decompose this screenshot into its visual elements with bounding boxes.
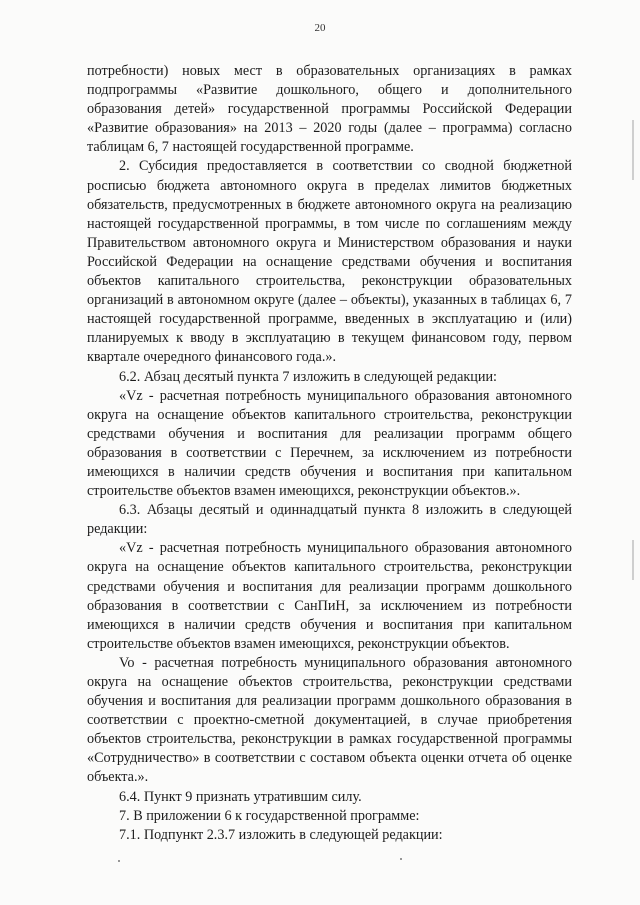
scan-edge-mark bbox=[632, 540, 634, 580]
scan-speck bbox=[118, 860, 120, 862]
paragraph: 7. В приложении 6 к государственной программе: bbox=[119, 807, 420, 824]
paragraph: 6.3. Абзацы десятый и одиннадцатый пункта 8 изложить в следующей редакции: bbox=[87, 502, 572, 538]
paragraph: 2. Субсидия предоставляется в соответствии со сводной бюджетной росписью бюджета автономного округа в пределах лимитов бюджетных обязательств, предусмотренных в бюджете автономного округа на реализацию настоящей государственной программы, в том числе по соглашениям между Правительством автономного округа и Министерством образования и науки Российской Федерации на оснащение средствами обучения и воспитания объектов капитального строительства, реконструкции образовательных организаций в автономном округе (далее – объекты), указанных в таблицах 6, 7 настоящей государственной программе, введенных в эксплуатацию и (или) планируемых к вводу в эксплуатацию в текущем финансовом году, первом квартале очередного финансового года.». bbox=[87, 158, 572, 366]
scan-speck bbox=[400, 858, 402, 860]
paragraph: 7.1. Подпункт 2.3.7 изложить в следующей редакции: bbox=[119, 826, 443, 843]
paragraph: «Vz - расчетная потребность муниципального образования автономного округа на оснащение объектов капитального строительства, реконструкции средствами обучения и воспитания для реализации программ дошкольного образования в соответствии с СанПиН, за исключением из потребности имеющихся в наличии средств обучения и воспитания при капитальном строительстве объектов взамен имеющихся, реконструкции объектов. bbox=[87, 540, 572, 652]
paragraph: Vo - расчетная потребность муниципального образования автономного округа на оснащение объектов строительства, реконструкции средствами обучения и воспитания для реализации программ дошкольного образования в соответствии с проектно-сметной документацией, в случае приобретения объектов строительства, реконструкции в рамках государственной программы «Сотрудничество» в соответствии с составом объекта оценки отчета об оценке объекта.». bbox=[87, 654, 572, 786]
paragraph: потребности) новых мест в образовательных организациях в рамках подпрограммы «Развитие дошкольного, общего и дополнительного образования детей» государственной программы Российской Федерации «Развитие образования» на 2013 – 2020 годы (далее – программа) согласно таблицам 6, 7 настоящей государственной программе. bbox=[87, 63, 572, 156]
document-body bbox=[87, 62, 572, 845]
page-number: 20 bbox=[314, 22, 326, 34]
scan-edge-mark bbox=[632, 120, 634, 180]
paragraph: 6.2. Абзац десятый пункта 7 изложить в следующей редакции: bbox=[119, 368, 497, 385]
paragraph: «Vz - расчетная потребность муниципального образования автономного округа на оснащение объектов капитального строительства, реконструкции средствами обучения и воспитания для реализации программ общего образования в соответствии с Перечнем, за исключением из потребности имеющихся в наличии средств обучения и воспитания при капитальном строительстве объектов взамен имеющихся, реконструкции объектов.». bbox=[87, 387, 572, 500]
paragraph: 6.4. Пункт 9 признать утратившим силу. bbox=[119, 788, 362, 805]
